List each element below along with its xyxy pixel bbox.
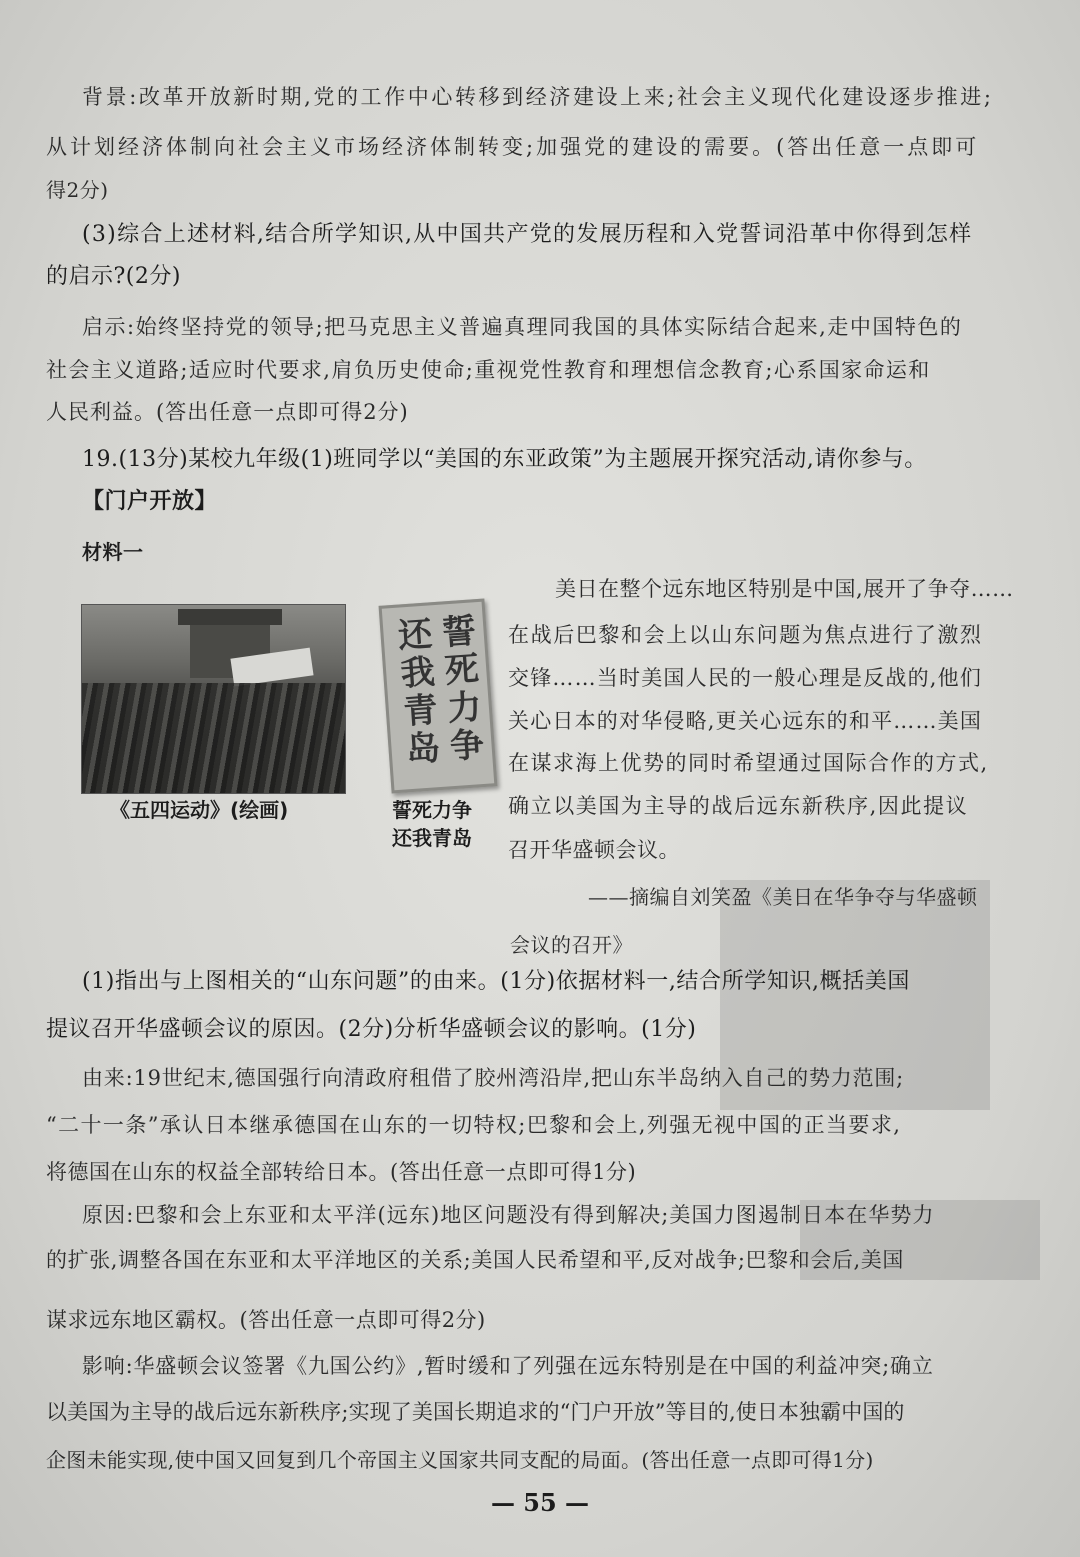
painting-caption: 《五四运动》(绘画) <box>110 798 289 822</box>
material-text-line: 在谋求海上优势的同时希望通过国际合作的方式, <box>508 751 989 775</box>
origin-answer-line: “二十一条”承认日本继承德国在山东的一切特权;巴黎和会上,列强无视中国的正当要求, <box>46 1113 902 1137</box>
page-number: — 55 — <box>490 1488 590 1517</box>
origin-answer-line: 由来:19世纪末,德国强行向清政府租借了胶州湾沿岸,把山东半岛纳入自己的势力范围; <box>82 1066 905 1090</box>
material-source: ——摘编自刘笑盈《美日在华争夺与华盛顿 <box>588 885 978 909</box>
origin-answer-line: 将德国在山东的权益全部转给日本。(答出任意一点即可得1分) <box>46 1160 637 1184</box>
background-answer-line: 从计划经济体制向社会主义市场经济体制转变;加强党的建设的需要。(答出任意一点即可 <box>46 135 980 159</box>
crowd-shape <box>82 683 345 793</box>
sign-text-col1: 誓死力争 <box>434 612 485 767</box>
reason-answer-line: 谋求远东地区霸权。(答出任意一点即可得2分) <box>46 1308 486 1332</box>
material-source: 会议的召开》 <box>510 933 633 957</box>
material-text-line: 确立以美国为主导的战后远东新秩序,因此提议 <box>508 794 969 818</box>
protest-sign-image <box>379 599 498 794</box>
insight-answer-line: 社会主义道路;适应时代要求,肩负历史使命;重视党性教育和理想信念教育;心系国家命运和 <box>46 358 931 382</box>
question-19-1-text: (1)指出与上图相关的“山东问题”的由来。(1分)依据材料一,结合所学知识,概括美国 <box>82 969 911 994</box>
insight-answer-line: 启示:始终坚持党的领导;把马克思主义普遍真理同我国的具体实际结合起来,走中国特色的 <box>82 315 963 339</box>
background-answer-line: 背景:改革开放新时期,党的工作中心转移到经济建设上来;社会主义现代化建设逐步推进; <box>82 85 994 109</box>
material-text-line: 关心日本的对华侵略,更关心远东的和平……美国 <box>508 709 983 733</box>
reason-answer-line: 原因:巴黎和会上东亚和太平洋(远东)地区问题没有得到解决;美国力图遏制日本在华势力 <box>82 1203 935 1227</box>
question-19-title: 19.(13分)某校九年级(1)班同学以“美国的东亚政策”为主题展开探究活动,请你参与。 <box>82 447 927 472</box>
question-19-1-text: 提议召开华盛顿会议的原因。(2分)分析华盛顿会议的影响。(1分) <box>46 1017 697 1042</box>
question-3-text: 的启示?(2分) <box>46 264 181 289</box>
impact-answer-line: 以美国为主导的战后远东新秩序;实现了美国长期追求的“门户开放”等目的,使日本独霸中国的 <box>46 1400 905 1424</box>
material-text-line: 交锋……当时美国人民的一般心理是反战的,他们 <box>508 666 983 690</box>
sign-caption-line2: 还我青岛 <box>392 826 472 850</box>
reason-answer-line: 的扩张,调整各国在东亚和太平洋地区的关系;美国人民希望和平,反对战争;巴黎和会后,美国 <box>46 1248 904 1272</box>
question-3-text: (3)综合上述材料,结合所学知识,从中国共产党的发展历程和入党誓词沿革中你得到怎样 <box>82 222 973 247</box>
background-answer-line: 得2分) <box>46 178 109 202</box>
sign-text-col2: 还我青岛 <box>390 615 441 770</box>
insight-answer-line: 人民利益。(答出任意一点即可得2分) <box>46 400 409 424</box>
material-text-line: 在战后巴黎和会上以山东问题为焦点进行了激烈 <box>508 623 983 647</box>
section-heading: 【门户开放】 <box>82 489 218 514</box>
material-text-line: 美日在整个远东地区特别是中国,展开了争夺…… <box>555 577 1014 601</box>
impact-answer-line: 影响:华盛顿会议签署《九国公约》,暂时缓和了列强在远东特别是在中国的利益冲突;确立 <box>82 1354 934 1378</box>
material-text-line: 召开华盛顿会议。 <box>508 838 680 862</box>
material-label: 材料一 <box>82 540 144 564</box>
sign-caption-line1: 誓死力争 <box>392 798 472 822</box>
impact-answer-line: 企图未能实现,使中国又回复到几个帝国主义国家共同支配的局面。(答出任意一点即可得1分) <box>46 1448 874 1472</box>
may-fourth-painting <box>81 604 346 794</box>
